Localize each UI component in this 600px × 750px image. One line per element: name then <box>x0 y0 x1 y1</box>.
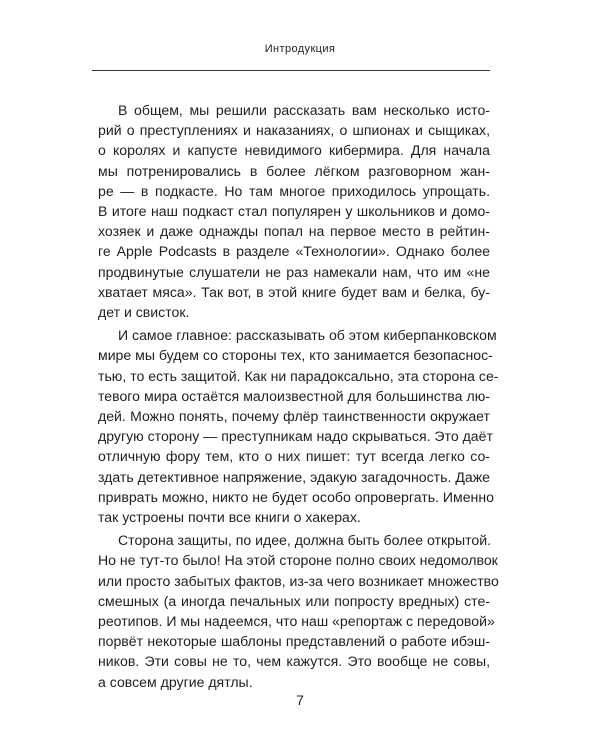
text-line: Сторона защиты, по идее, должна быть более открытой. <box>118 532 492 549</box>
page-number: 7 <box>296 692 304 708</box>
text-line: порвёт некоторые шаблоны представлений о работе ибэш- <box>98 633 490 650</box>
text-line: отличную фору тем, кто о них пишет: тут всегда легко со- <box>98 448 490 465</box>
text-line: Но не тут-то было! На этой стороне полно своих недомолвок <box>98 552 498 569</box>
text-line: В итоге наш подкаст стал популярен у школьников и домо- <box>98 203 490 220</box>
text-line: тевого мира остаётся малоизвестной для большинства лю- <box>98 387 490 404</box>
text-line: о королях и капусте невидимого кибермира. Для начала <box>98 142 490 159</box>
text-line: мире мы будем со стороны тех, кто занимается безопаснос- <box>98 347 493 364</box>
text-line: рий о преступлениях и наказаниях, о шпионах и сыщиках, <box>98 122 490 139</box>
text-line: реотипов. И мы надеемся, что наш «репортаж с передовой» <box>98 613 495 630</box>
text-line: И самое главное: рассказывать об этом киберпанковском <box>118 327 497 344</box>
header-divider <box>92 70 490 71</box>
text-line: В общем, мы решили рассказать вам несколько исто- <box>118 102 490 118</box>
text-line: другую сторону — преступникам надо скрываться. Это даёт <box>98 428 493 445</box>
text-line: мы потренировались в более лёгком разговорном жан- <box>98 162 490 179</box>
paragraph <box>98 530 499 692</box>
text-line: дей. Можно понять, почему флёр таинственности окружает <box>98 408 490 425</box>
text-line: хозяек и даже однажды попал на первое место в рейтин- <box>98 223 490 240</box>
running-head-title: Интродукция <box>264 43 336 55</box>
paragraph <box>98 325 499 527</box>
text-line: тью, то есть защитой. Как ни парадоксально, эта сторона се- <box>98 367 499 384</box>
text-line: приврать можно, никто не будет особо опровергать. Именно <box>98 488 494 505</box>
text-line: так устроены почти все книги о хакерах. <box>98 509 361 526</box>
text-line: ге Apple Podcasts в разделе «Технологии». Однако более <box>98 243 490 260</box>
text-line: или просто забытых фактов, из-за чего возникает множество <box>98 572 499 589</box>
text-line: ников. Эти совы не то, чем кажутся. Это вообще не совы, <box>98 653 490 670</box>
text-line: здать детективное напряжение, эдакую загадочность. Даже <box>98 468 490 485</box>
text-line: продвинутые слушатели не раз намекали нам, что им «не <box>98 263 490 280</box>
body-text <box>98 100 499 692</box>
text-line: хватает мяса». Так вот, в этой книге будет вам и белка, бу- <box>98 283 490 300</box>
paragraph <box>98 100 490 322</box>
text-line: смешных (а иногда печальных или попросту вредных) сте- <box>98 592 490 609</box>
text-line: ре — в подкасте. Но там многое приходилось упрощать. <box>98 182 490 199</box>
text-line: а совсем другие дятлы. <box>98 673 253 690</box>
text-line: дет и свисток. <box>98 304 190 321</box>
